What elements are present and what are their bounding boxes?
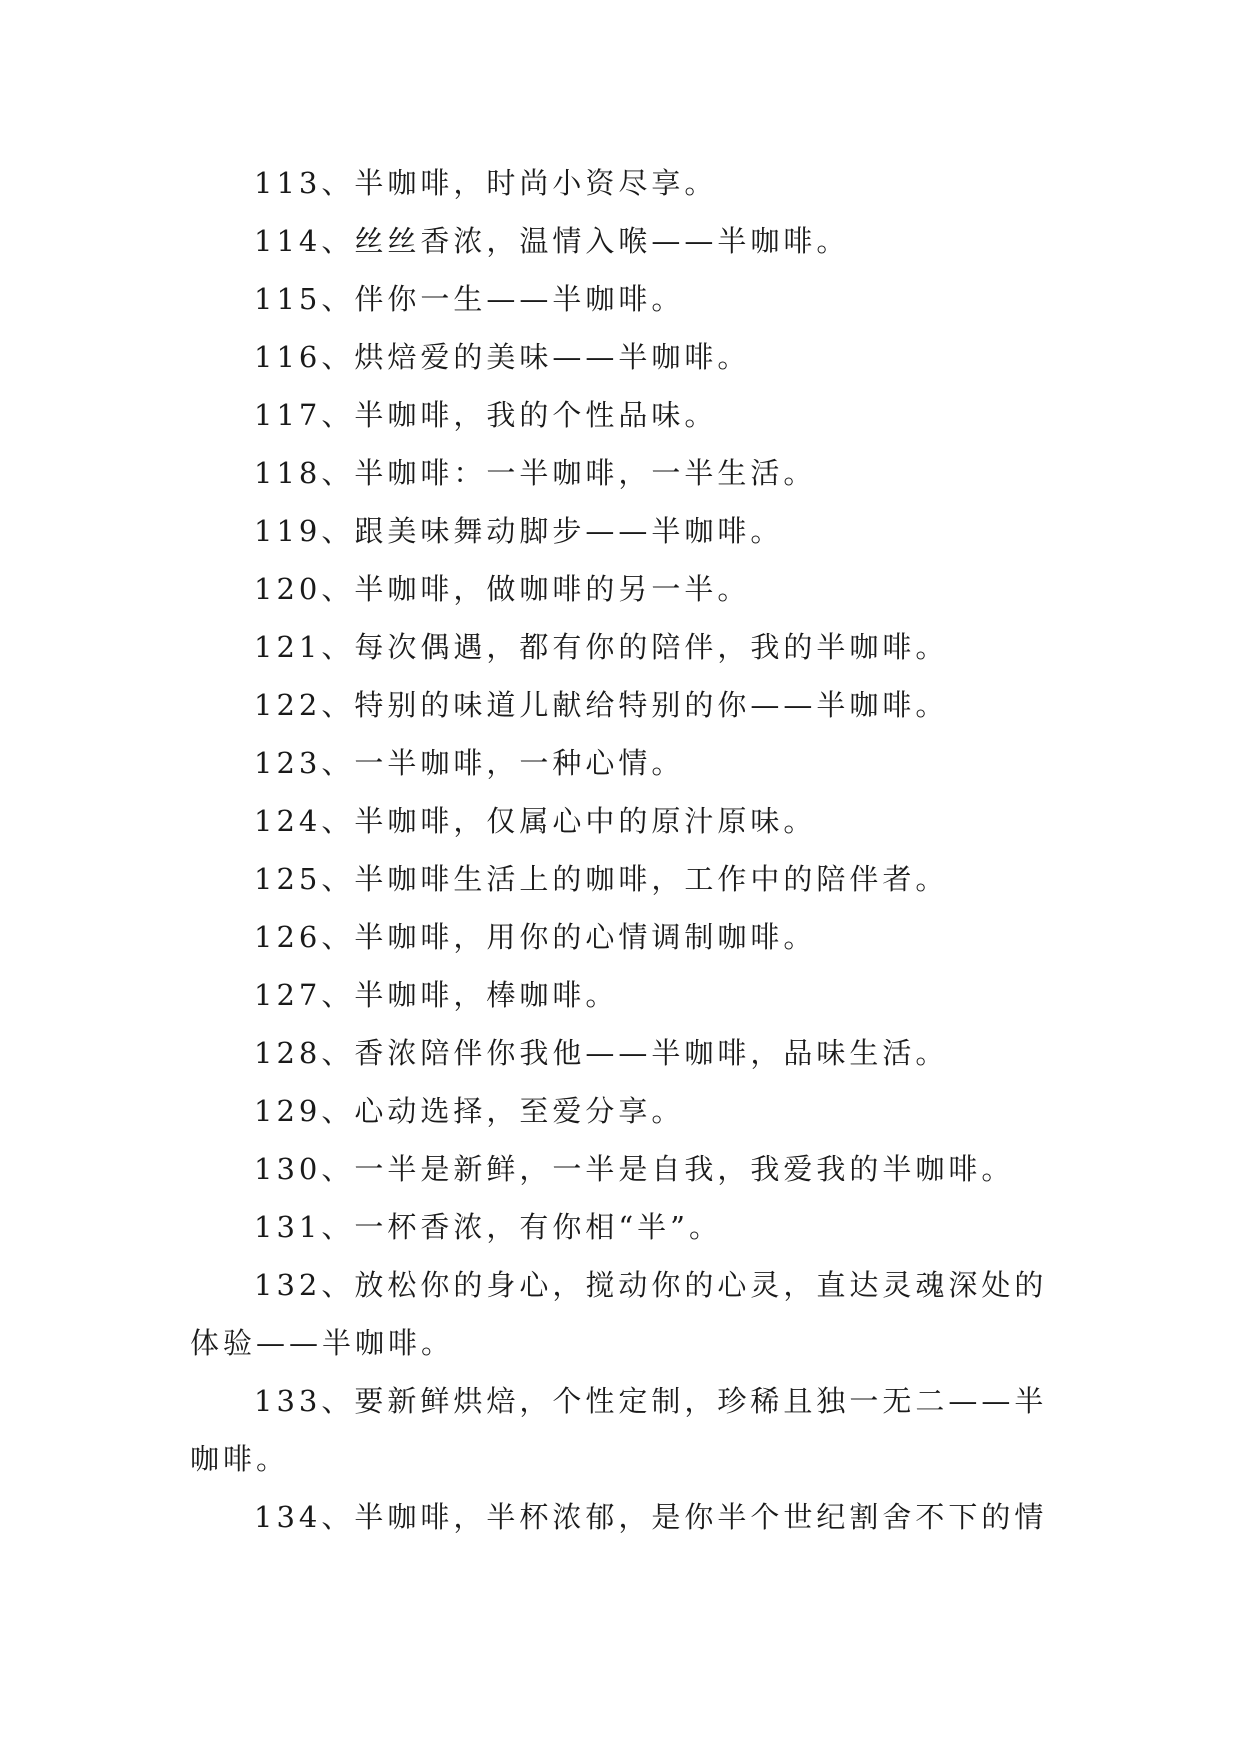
slogan-paragraph-continuation: 咖啡。 [190,1442,290,1476]
slogan-line: 113、半咖啡，时尚小资尽享。 [254,166,718,200]
slogan-line: 123、一半咖啡，一种心情。 [254,746,685,780]
slogan-line: 131、一杯香浓，有你相“半”。 [254,1210,723,1244]
slogan-line: 119、跟美味舞动脚步——半咖啡。 [254,514,784,548]
slogan-line: 117、半咖啡，我的个性品味。 [254,398,718,432]
slogan-line: 127、半咖啡，棒咖啡。 [254,978,619,1012]
slogan-line: 128、香浓陪伴你我他——半咖啡，品味生活。 [254,1036,949,1070]
slogan-line: 126、半咖啡，用你的心情调制咖啡。 [254,920,817,954]
document-page [190,154,1050,1546]
slogan-line: 125、半咖啡生活上的咖啡，工作中的陪伴者。 [254,862,949,896]
slogan-line: 116、烘焙爱的美味——半咖啡。 [254,340,751,374]
slogan-line: 115、伴你一生——半咖啡。 [254,282,685,316]
slogan-line: 124、半咖啡，仅属心中的原汁原味。 [254,804,817,838]
slogan-paragraph [190,1488,1050,1546]
slogan-line: 130、一半是新鲜，一半是自我，我爱我的半咖啡。 [254,1152,1015,1186]
slogan-paragraph-continuation: 体验——半咖啡。 [190,1326,455,1360]
slogan-paragraph [190,1256,1050,1372]
slogan-line: 121、每次偶遇，都有你的陪伴，我的半咖啡。 [254,630,949,664]
slogan-line: 122、特别的味道儿献给特别的你——半咖啡。 [254,688,949,722]
slogan-line: 118、半咖啡：一半咖啡，一半生活。 [254,456,817,490]
slogan-paragraph [190,1372,1050,1488]
slogan-line: 129、心动选择，至爱分享。 [254,1094,685,1128]
slogan-paragraph-first-line: 133、要新鲜烘焙，个性定制，珍稀且独一无二——半 [254,1384,1048,1418]
slogan-paragraph-first-line: 132、放松你的身心，搅动你的心灵，直达灵魂深处的 [254,1268,1048,1302]
slogan-line: 120、半咖啡，做咖啡的另一半。 [254,572,751,606]
slogan-line: 114、丝丝香浓，温情入喉——半咖啡。 [254,224,850,258]
slogan-paragraph-first-line: 134、半咖啡，半杯浓郁，是你半个世纪割舍不下的情 [254,1500,1048,1534]
